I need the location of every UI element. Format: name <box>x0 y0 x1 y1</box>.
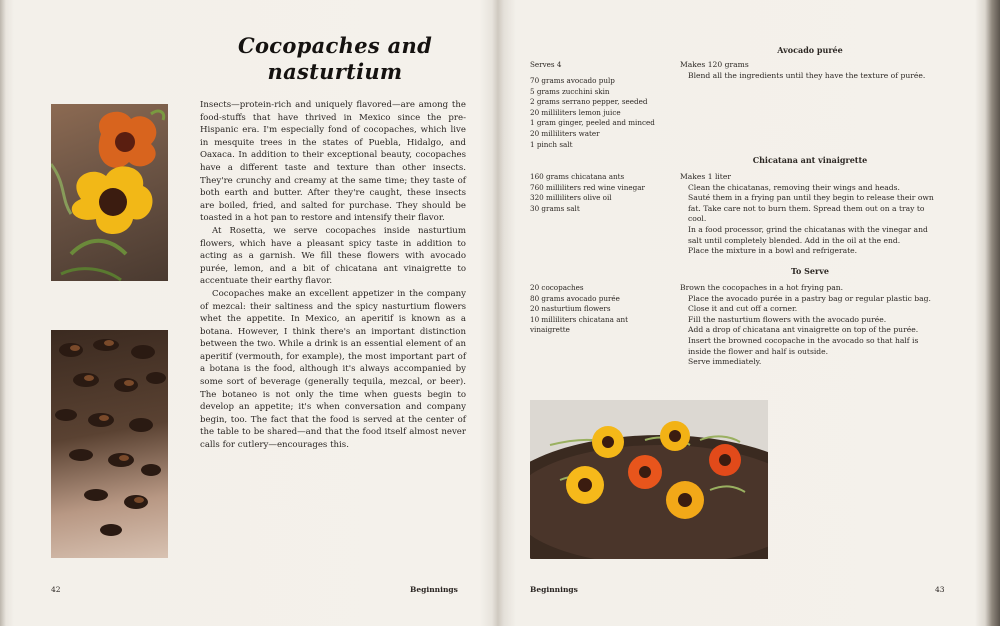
avocado-ingredients <box>530 76 655 150</box>
vinaigrette-heading: Chicatana ant vinaigrette <box>752 155 868 165</box>
ingredient: 320 milliliters olive oil <box>530 193 612 203</box>
yield-text: Makes 120 grams <box>680 60 749 69</box>
ingredient: 20 milliliters lemon juice <box>530 107 621 117</box>
running-footer-left: Beginnings <box>410 585 458 594</box>
cocopaches-insects-photo <box>51 330 168 558</box>
method-step: In a food processor, grind the chicatanas with the vinegar and salt until completely blended. Add in the oil at the end. <box>688 224 928 245</box>
ingredient: 20 nasturtium flowers <box>530 304 611 314</box>
ingredient: 1 pinch salt <box>530 139 573 149</box>
vinaigrette-method <box>680 172 940 257</box>
method-step: Brown the cocopaches in a hot frying pan. <box>680 283 844 292</box>
serves-label: Serves 4 <box>530 60 562 69</box>
method-step: Place the mixture in a bowl and refrigerate. <box>688 246 858 256</box>
ingredient: 2 grams serrano pepper, seeded <box>530 97 648 107</box>
avocado-puree-heading: Avocado purée <box>777 45 843 55</box>
recipe-title <box>230 33 440 85</box>
introduction-text <box>200 99 466 452</box>
plated-dish-photo <box>530 400 768 559</box>
to-serve-heading: To Serve <box>791 266 829 276</box>
title-line-1: Cocopaches and <box>237 33 433 58</box>
page-number-right: 43 <box>935 585 945 594</box>
plated-dish-illustration <box>530 400 768 559</box>
method-step: Sauté them in a frying pan until they begin to release their own fat. Take care not to burn them. Spread them out on a tray to cool. <box>688 193 934 224</box>
method-step: Insert the browned cocopache in the avocado so that half is inside the flower and half is outside. <box>688 335 919 356</box>
ingredient: 5 grams zucchini skin <box>530 86 610 96</box>
ingredient: 760 milliliters red wine vinegar <box>530 182 645 192</box>
method-step: Add a drop of chicatana ant vinaigrette on top of the purée. <box>688 325 919 335</box>
ingredient: 30 grams salt <box>530 203 580 213</box>
ingredient: 70 grams avocado pulp <box>530 76 615 85</box>
method-step: Fill the nasturtium flowers with the avocado purée. <box>688 314 887 324</box>
method-step: Serve immediately. <box>688 357 762 367</box>
nasturtium-flowers-illustration <box>51 104 168 281</box>
avocado-method <box>680 60 940 81</box>
running-footer-right: Beginnings <box>530 585 578 594</box>
ingredient: 80 grams avocado purée <box>530 293 620 303</box>
ingredient: 10 milliliters chicatana ant vinaigrette <box>530 314 629 335</box>
nasturtium-flowers-photo <box>51 104 168 281</box>
left-page <box>0 0 498 626</box>
title-line-2: nasturtium <box>267 59 403 84</box>
paragraph-1: Insects—protein-rich and uniquely flavored—are among the food-stuffs that have thrived in Mexico since the pre-Hispanic era. I'm especially fond of cocopaches, which live in mesquite trees in the states of Puebla, Hidalgo, and Oaxaca. In addition to their exceptional beauty, cocopaches have a different taste and texture than other insects. They're crunchy and creamy at the same time; they taste of both earth and butter. After they're caught, these insects are boiled, fried, and salted for purchase. They should be toasted in a hot pan to restore and intensify their flavor. <box>200 100 466 224</box>
paragraph-3: Cocopaches make an excellent appetizer in the company of mezcal: their saltiness and the spicy nasturtium flowers whet the appetite. In Mexico, an aperitif is known as a botana. However, I think there's an important distinction between the two. While a drink is an essential element of an aperitif (vermouth, for example), the most important part of a botana is the food, although it's always accompanied by some sort of beverage (generally tequila, mezcal, or beer). The botaneo is not only the time when guests begin to develop an appetite; it's when conversation and company begin, too. The fact that the food is served at the center of the table to be shared—and that the food itself almost never calls for cutlery—encourages this. <box>200 288 466 451</box>
vinaigrette-ingredients <box>530 172 650 214</box>
serve-ingredients <box>530 283 650 336</box>
page-number-left: 42 <box>51 585 61 594</box>
method-step: Place the avocado purée in a pastry bag or regular plastic bag. Close it and cut off a corner. <box>688 293 931 314</box>
cocopaches-illustration <box>51 330 168 558</box>
yield-text: Makes 1 liter <box>680 172 731 181</box>
method-step: Blend all the ingredients until they have the texture of purée. <box>688 70 926 80</box>
ingredient: 1 gram ginger, peeled and minced <box>530 118 655 128</box>
ingredient: 20 cocopaches <box>530 283 584 292</box>
serve-method <box>680 283 940 368</box>
method-step: Clean the chicatanas, removing their wings and heads. <box>688 182 900 192</box>
ingredient: 20 milliliters water <box>530 128 600 138</box>
ingredient: 160 grams chicatana ants <box>530 172 625 181</box>
paragraph-2: At Rosetta, we serve cocopaches inside nasturtium flowers, which have a pleasant spicy taste in addition to acting as a garnish. We fill these flowers with avocado purée, lemon, and a bit of chicatana ant vinaigrette to accentuate their earthy flavor. <box>200 225 466 287</box>
